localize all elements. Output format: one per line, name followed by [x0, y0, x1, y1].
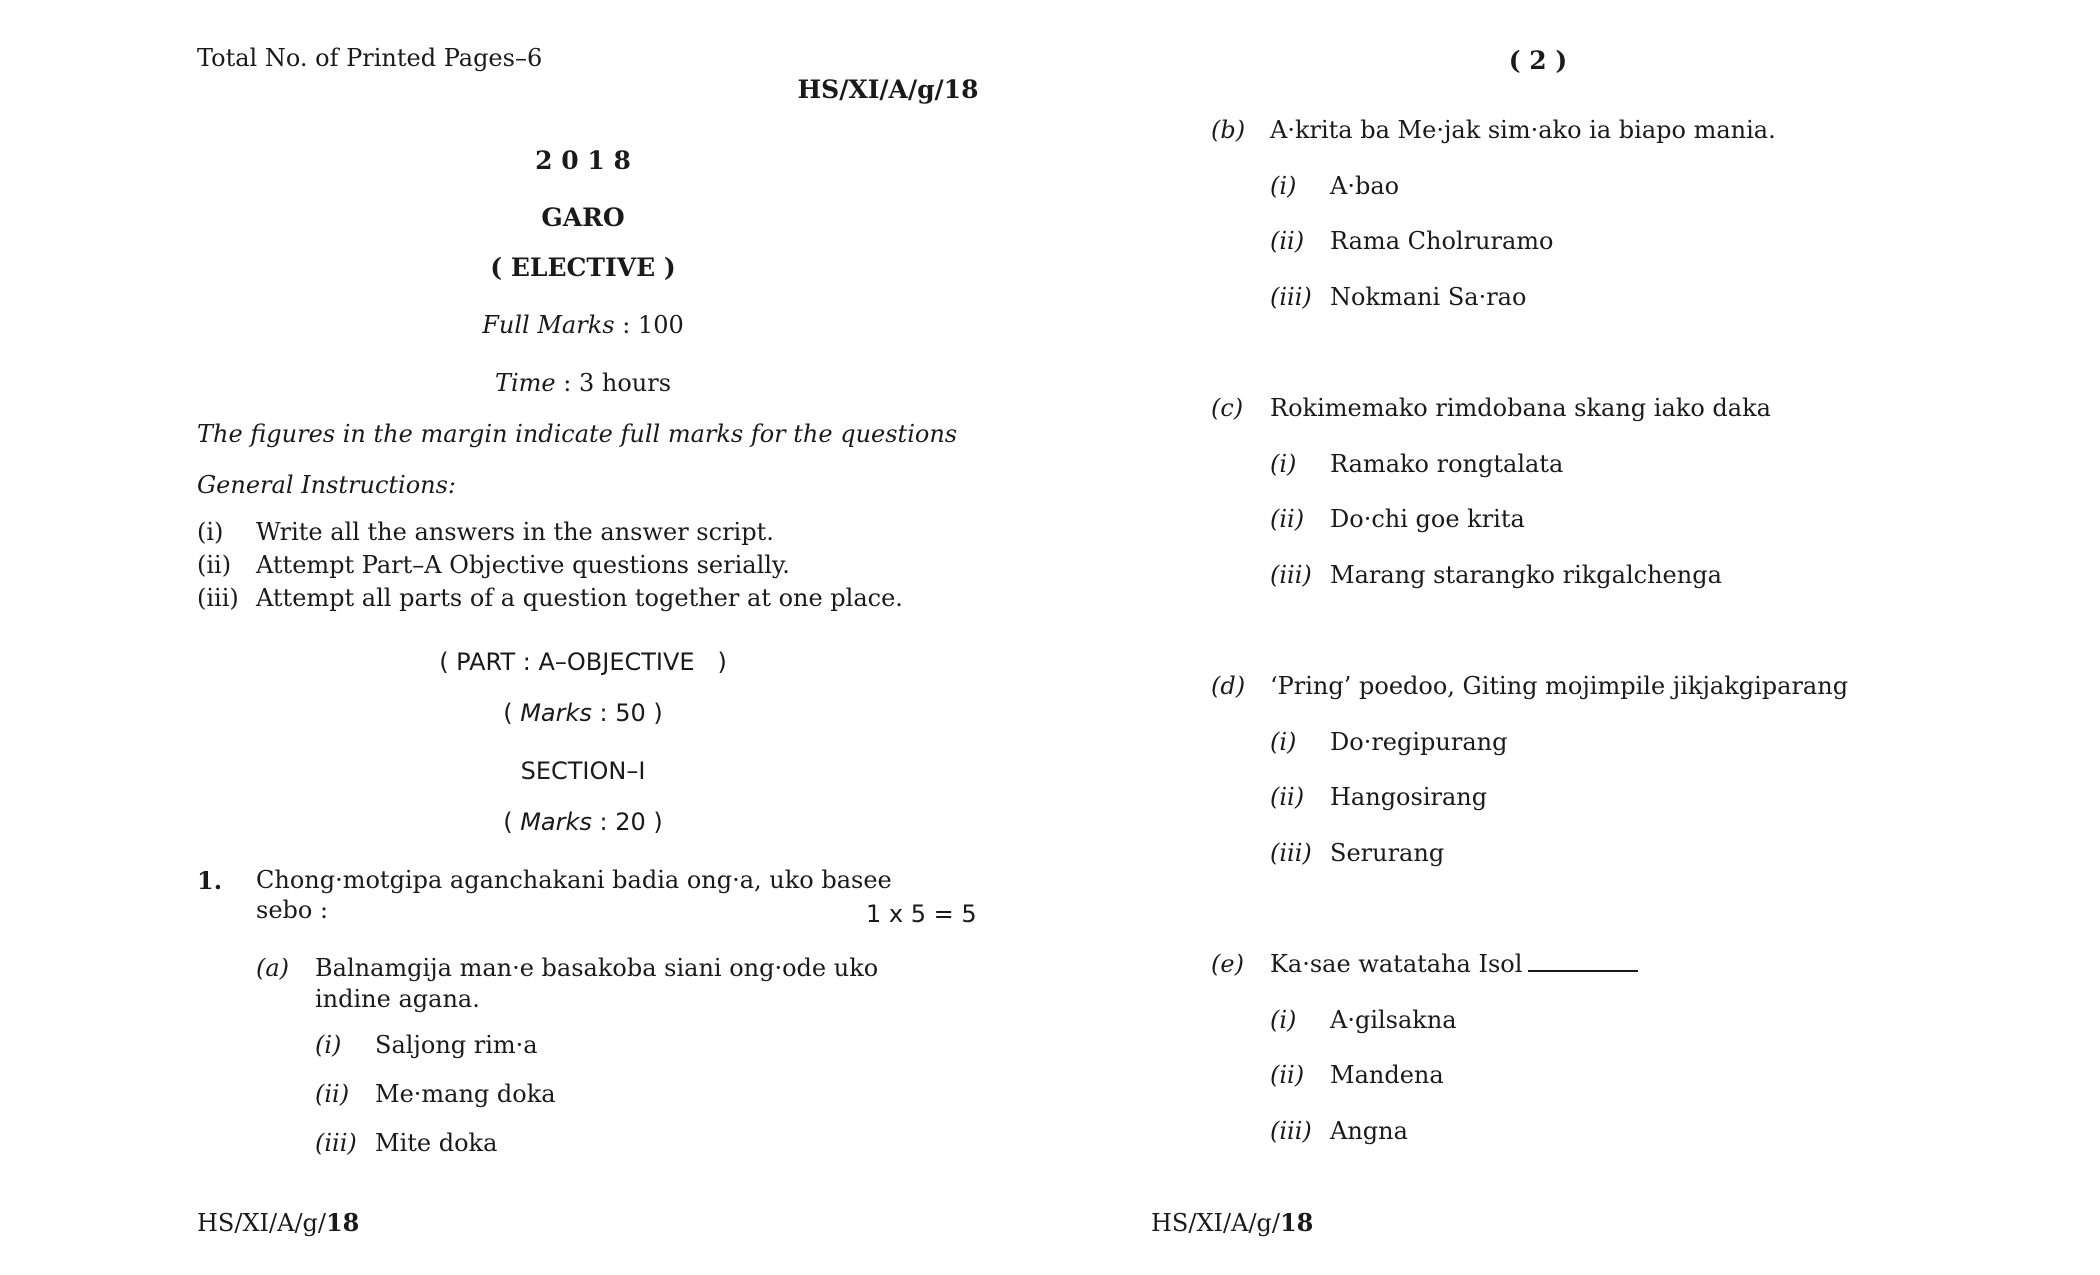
section-marks-value: : 20 ): [591, 808, 663, 836]
option-number: (ii): [1270, 783, 1305, 811]
time-value: : 3 hours: [555, 369, 672, 397]
answer-blank: [1528, 968, 1638, 972]
option-text: Marang starangko rikgalchenga: [1330, 561, 1722, 589]
option-text: Do·regipurang: [1330, 728, 1508, 756]
option-number: (ii): [1270, 227, 1305, 255]
full-marks: [482, 311, 683, 339]
sub-question-text: A·krita ba Me·jak sim·ako ia biapo mania.: [1270, 116, 1776, 144]
section-marks: ( Marks : 20 ): [503, 808, 663, 836]
subject-title: GARO: [541, 203, 625, 232]
option-text: Mite doka: [375, 1129, 498, 1157]
instruction-number: (ii): [197, 551, 232, 579]
option-text: Rama Cholruramo: [1330, 227, 1554, 255]
full-marks-value: : 100: [614, 311, 684, 339]
question-number: 1.: [197, 866, 223, 895]
question-text-line: Chong·motgipa aganchakani badia ong·a, uko basee: [256, 866, 892, 894]
elective-label: ( ELECTIVE ): [490, 253, 676, 282]
section-marks-label: Marks: [520, 808, 592, 836]
footer-code-year: 18: [325, 1208, 360, 1237]
instruction-number: (i): [197, 518, 224, 546]
option-number: (iii): [1270, 283, 1312, 311]
instruction-text: Attempt Part–A Objective questions serially.: [256, 551, 790, 579]
option-text: Mandena: [1330, 1061, 1444, 1089]
part-marks-label: Marks: [520, 699, 592, 727]
question-text-line: sebo :: [256, 896, 329, 924]
option-text: Ramako rongtalata: [1330, 450, 1564, 478]
sub-question-text-wrap: [1270, 950, 1638, 978]
option-number: (ii): [1270, 505, 1305, 533]
option-number: (iii): [315, 1129, 357, 1157]
part-marks: ( Marks : 50 ): [503, 699, 663, 727]
option-number: (i): [1270, 728, 1297, 756]
time-label: Time: [494, 369, 556, 397]
sub-question-label: (d): [1211, 672, 1246, 700]
general-instructions-heading: General Instructions:: [197, 471, 457, 499]
sub-question-label: (a): [256, 954, 290, 982]
margin-note: The figures in the margin indicate full marks for the questions: [197, 420, 958, 448]
sub-question-label: (b): [1211, 116, 1246, 144]
sub-question-text: Rokimemako rimdobana skang iako daka: [1270, 394, 1771, 422]
paper-code: HS/XI/A/g/18: [797, 75, 979, 104]
option-number: (iii): [1270, 1117, 1312, 1145]
sub-question-text-line: Balnamgija man·e basakoba siani ong·ode uko: [315, 954, 879, 982]
option-text: Do·chi goe krita: [1330, 505, 1525, 533]
option-number: (ii): [315, 1080, 350, 1108]
option-text: A·gilsakna: [1330, 1006, 1457, 1034]
option-text: Angna: [1330, 1117, 1408, 1145]
option-number: (iii): [1270, 561, 1312, 589]
option-number: (i): [1270, 450, 1297, 478]
left-footer-code: [197, 1208, 359, 1237]
option-text: Nokmani Sa·rao: [1330, 283, 1527, 311]
footer-code-prefix: HS/XI/A/g/: [197, 1209, 326, 1237]
part-marks-value: : 50 ): [591, 699, 663, 727]
footer-code-year: 18: [1279, 1208, 1314, 1237]
sub-question-label: (e): [1211, 950, 1244, 978]
sub-question-text-line: indine agana.: [315, 985, 480, 1013]
sub-question-text: ‘Pring’ poedoo, Giting mojimpile jikjakgiparang: [1270, 672, 1849, 700]
option-text: Serurang: [1330, 839, 1445, 867]
option-number: (iii): [1270, 839, 1312, 867]
option-number: (i): [315, 1031, 342, 1059]
question-marks: 1 x 5 = 5: [866, 900, 977, 928]
page-number: ( 2 ): [1508, 46, 1568, 75]
footer-code-prefix: HS/XI/A/g/: [1151, 1209, 1280, 1237]
exam-year: 2 0 1 8: [535, 146, 631, 175]
instruction-number: (iii): [197, 584, 239, 612]
option-text: Saljong rim·a: [375, 1031, 538, 1059]
option-text: Hangosirang: [1330, 783, 1488, 811]
option-text: Me·mang doka: [375, 1080, 556, 1108]
sub-question-text: Ka·sae watataha Isol: [1270, 950, 1523, 978]
option-text: A·bao: [1330, 172, 1400, 200]
sub-question-label: (c): [1211, 394, 1244, 422]
option-number: (ii): [1270, 1061, 1305, 1089]
instruction-text: Write all the answers in the answer script.: [256, 518, 774, 546]
time-allowed: [495, 369, 671, 397]
total-pages-note: Total No. of Printed Pages–6: [197, 44, 543, 72]
instruction-text: Attempt all parts of a question together at one place.: [256, 584, 903, 612]
option-number: (i): [1270, 172, 1297, 200]
option-number: (i): [1270, 1006, 1297, 1034]
right-footer-code: [1151, 1208, 1313, 1237]
section-heading: SECTION–I: [520, 757, 646, 785]
full-marks-label: Full Marks: [482, 311, 615, 339]
part-heading: ( PART : A–OBJECTIVE ): [439, 648, 727, 676]
